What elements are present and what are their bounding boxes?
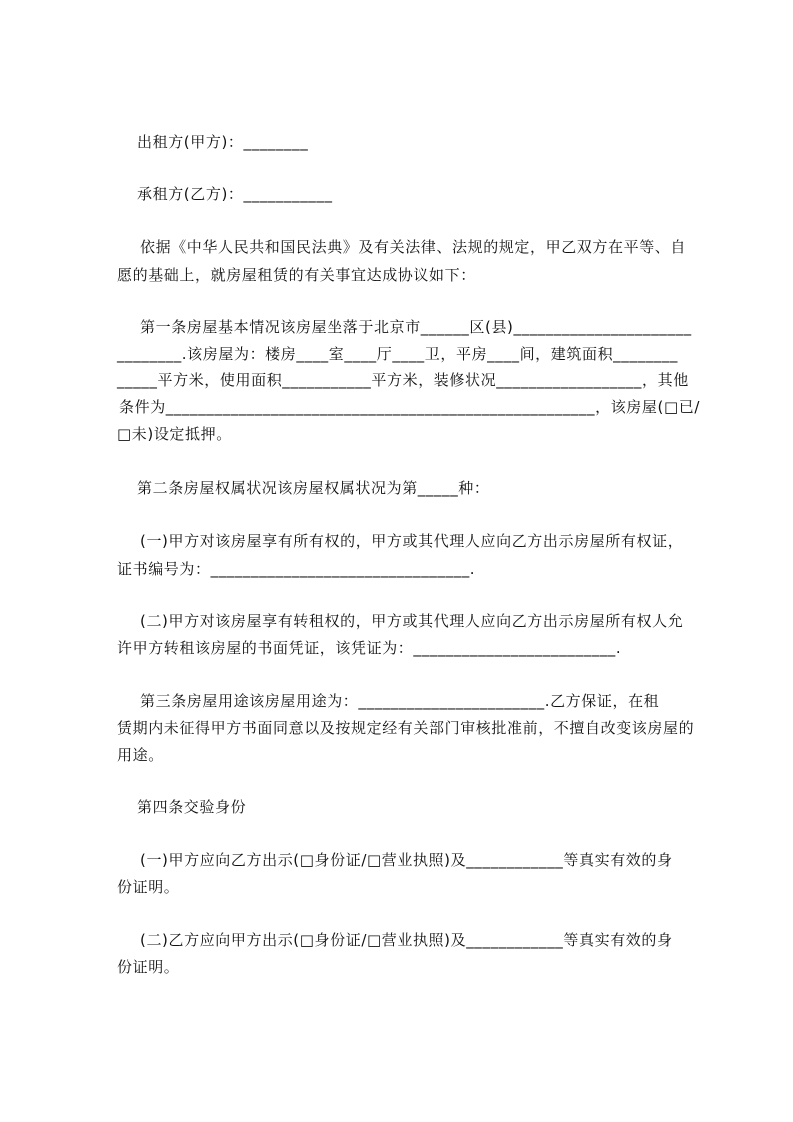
article-4-item-2-line-1: (二)乙方应向甲方出示(□身份证/□营业执照)及____________等真实有效的身 bbox=[140, 931, 673, 949]
article-2-item-1-line-1: (一)甲方对该房屋享有所有权的，甲方或其代理人应向乙方出示房屋所有权证， bbox=[140, 532, 684, 550]
article-1-line-4: 条件为_____________________________________________________，该房屋(□已/ bbox=[119, 398, 700, 416]
preamble-line-1: 依据《中华人民共和国民法典》及有关法律、法规的规定，甲乙双方在平等、自 bbox=[140, 238, 687, 256]
article-4-item-2-line-2: 份证明。 bbox=[117, 958, 180, 976]
article-3-line-1: 第三条房屋用途该房屋用途为：_______________________.乙方保证，在租 bbox=[140, 692, 660, 710]
lessee-line: 承租方(乙方)：___________ bbox=[137, 185, 333, 203]
article-1-line-2: ________.该房屋为：楼房____室____厅____卫，平房____间，建筑面积________ bbox=[117, 345, 678, 363]
preamble-line-2: 愿的基础上，就房屋租赁的有关事宜达成协议如下： bbox=[117, 266, 476, 284]
article-4-heading: 第四条交验身份 bbox=[137, 798, 247, 816]
article-2-item-1-line-2: 证书编号为：________________________________. bbox=[117, 560, 476, 578]
article-4-item-1-line-2: 份证明。 bbox=[117, 878, 180, 896]
article-2-item-2-line-1: (二)甲方对该房屋享有转租权的，甲方或其代理人应向乙方出示房屋所有权人允 bbox=[140, 612, 684, 630]
article-4-item-1-line-1: (一)甲方应向乙方出示(□身份证/□营业执照)及____________等真实有效的身 bbox=[140, 851, 673, 869]
article-3-line-2: 赁期内未征得甲方书面同意以及按规定经有关部门审核批准前，不擅自改变该房屋的 bbox=[117, 719, 695, 737]
article-2-item-2-line-2: 许甲方转租该房屋的书面凭证，该凭证为：_________________________. bbox=[117, 639, 622, 657]
lessor-line: 出租方(甲方)：________ bbox=[137, 133, 309, 151]
article-3-line-3: 用途。 bbox=[117, 746, 164, 764]
article-1-line-5: □未)设定抵押。 bbox=[117, 425, 232, 443]
article-1-line-1: 第一条房屋基本情况该房屋坐落于北京市______区(县)______________________ bbox=[140, 318, 692, 336]
article-2-heading: 第二条房屋权属状况该房屋权属状况为第_____种： bbox=[137, 479, 490, 497]
article-1-line-3: _____平方米，使用面积___________平方米，装修状况__________________，其他 bbox=[117, 371, 689, 389]
